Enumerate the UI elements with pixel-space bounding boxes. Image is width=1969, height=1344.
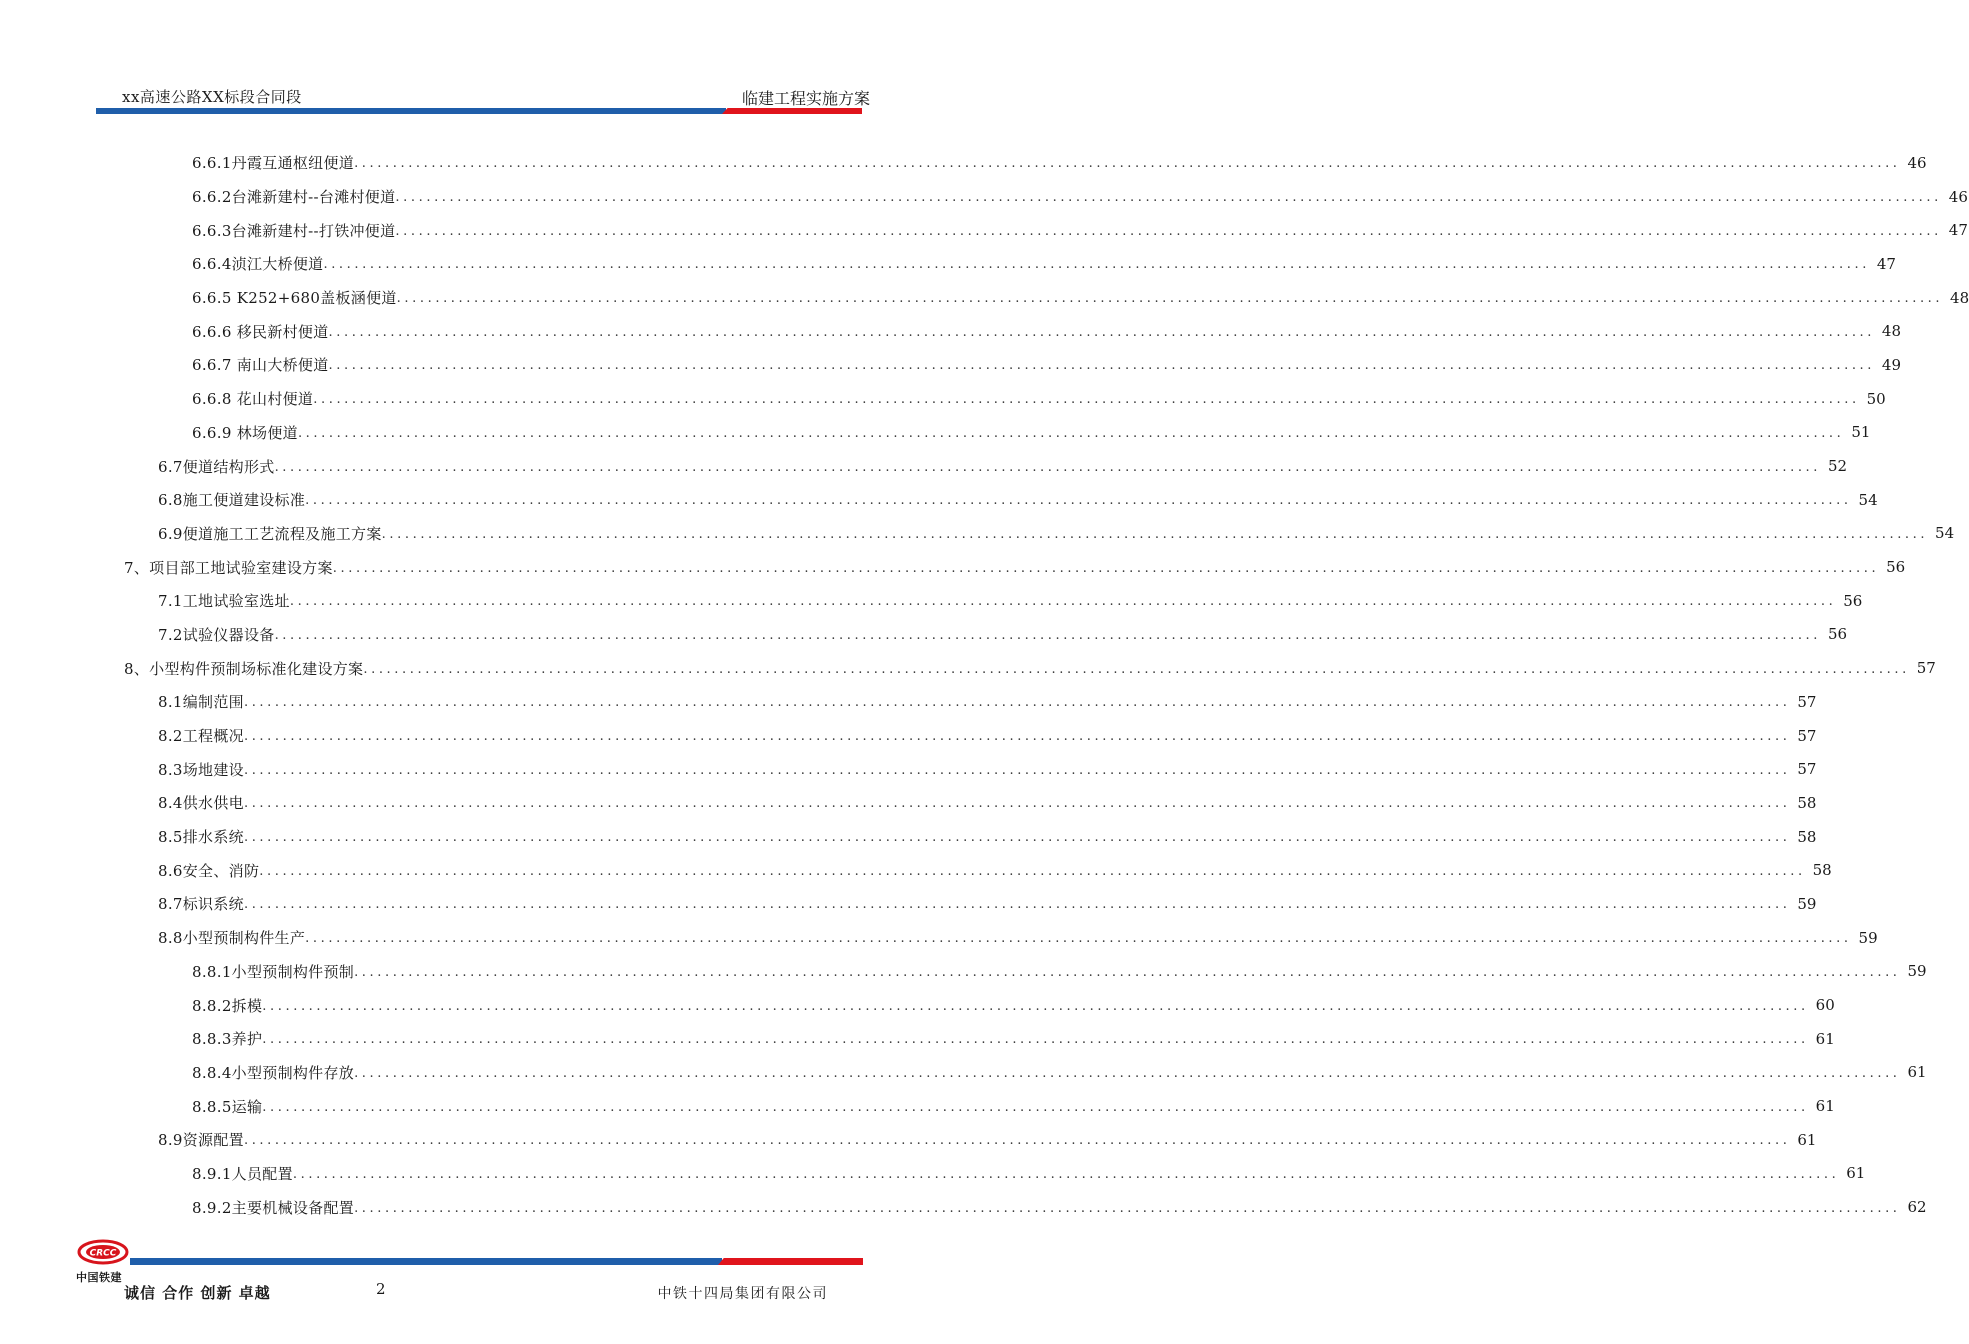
toc-dot-leader: ........................................................................................................................................................................................................: [262, 998, 1809, 1014]
toc-entry[interactable]: [0, 786, 1817, 820]
toc-dot-leader: ........................................................................................................................................................................................................: [274, 459, 1822, 475]
toc-entry-title: 6.7便道结构形式: [158, 457, 275, 476]
toc-dot-leader: ........................................................................................................................................................................................................: [243, 695, 1791, 711]
toc-entry-title: 8.9.2主要机械设备配置: [192, 1198, 355, 1217]
toc-entry-page: 59: [1858, 928, 1878, 947]
toc-dot-leader: ........................................................................................................................................................................................................: [332, 560, 1880, 576]
toc-entry-title: 8.8小型预制构件生产: [158, 929, 306, 948]
toc-entry-title: 7.1工地试验室选址: [158, 592, 290, 611]
table-of-contents: [0, 146, 1969, 1224]
toc-dot-leader: ........................................................................................................................................................................................................: [395, 190, 1942, 206]
toc-dot-leader: ........................................................................................................................................................................................................: [328, 358, 1876, 374]
toc-entry-title: 8.8.5运输: [192, 1097, 263, 1116]
toc-entry-page: 51: [1851, 423, 1871, 442]
toc-entry[interactable]: [0, 853, 1832, 887]
toc-entry-page: 48: [1950, 288, 1969, 307]
toc-entry-page: 61: [1907, 1063, 1927, 1082]
toc-entry-page: 56: [1886, 558, 1906, 577]
toc-entry-page: 50: [1866, 389, 1886, 408]
toc-entry[interactable]: [0, 988, 1835, 1022]
toc-entry[interactable]: [0, 449, 1848, 483]
toc-entry-page: 59: [1907, 962, 1927, 981]
toc-entry-page: 61: [1815, 1029, 1835, 1048]
toc-entry-page: 61: [1846, 1164, 1866, 1183]
toc-entry-page: 57: [1916, 659, 1936, 678]
toc-entry-title: 8.8.1小型预制构件预制: [192, 962, 355, 981]
toc-entry[interactable]: [0, 1089, 1835, 1123]
toc-dot-leader: ........................................................................................................................................................................................................: [363, 661, 1910, 677]
toc-entry-page: 58: [1797, 793, 1817, 812]
toc-entry-title: 6.8施工便道建设标准: [158, 491, 306, 510]
toc-entry-page: 57: [1797, 726, 1817, 745]
toc-entry[interactable]: [0, 348, 1902, 382]
toc-entry[interactable]: [0, 550, 1906, 584]
toc-dot-leader: ........................................................................................................................................................................................................: [396, 291, 1944, 307]
toc-entry-title: 8.8.3养护: [192, 1030, 263, 1049]
toc-entry[interactable]: [0, 1022, 1835, 1056]
toc-dot-leader: ........................................................................................................................................................................................................: [262, 1099, 1809, 1115]
toc-entry[interactable]: [0, 1123, 1817, 1157]
toc-entry-title: 8.8.4小型预制构件存放: [192, 1063, 355, 1082]
toc-entry-page: 46: [1907, 153, 1927, 172]
toc-entry-title: 8.1编制范围: [158, 693, 244, 712]
toc-entry-page: 60: [1815, 996, 1835, 1015]
toc-entry-page: 57: [1797, 692, 1817, 711]
toc-entry-page: 61: [1815, 1097, 1835, 1116]
toc-entry-title: 8、小型构件预制场标准化建设方案: [124, 659, 364, 678]
header-document-title: 临建工程实施方案: [741, 89, 870, 108]
toc-dot-leader: ........................................................................................................................................................................................................: [395, 223, 1942, 239]
toc-entry[interactable]: [0, 314, 1902, 348]
toc-dot-leader: ........................................................................................................................................................................................................: [292, 1166, 1840, 1182]
toc-entry-page: 47: [1876, 254, 1896, 273]
toc-dot-leader: ........................................................................................................................................................................................................: [305, 931, 1852, 947]
toc-entry-title: 6.6.8 花山村便道: [192, 390, 314, 409]
toc-entry-title: 8.4供水供电: [158, 794, 244, 813]
toc-entry-title: 6.6.6 移民新村便道: [192, 322, 329, 341]
toc-entry[interactable]: [0, 887, 1817, 921]
toc-dot-leader: ........................................................................................................................................................................................................: [243, 830, 1791, 846]
footer-rule-red: [718, 1258, 863, 1265]
toc-entry-page: 52: [1827, 457, 1848, 476]
toc-entry-page: 59: [1797, 894, 1817, 913]
toc-entry-title: 6.6.7 南山大桥便道: [192, 356, 329, 375]
toc-entry[interactable]: [0, 483, 1878, 517]
toc-entry[interactable]: [0, 213, 1968, 247]
toc-entry-page: 54: [1858, 490, 1878, 509]
toc-dot-leader: ........................................................................................................................................................................................................: [243, 1133, 1791, 1149]
toc-entry[interactable]: [0, 1056, 1927, 1090]
toc-dot-leader: ........................................................................................................................................................................................................: [243, 729, 1791, 745]
toc-entry[interactable]: [0, 921, 1878, 955]
toc-entry-title: 8.5排水系统: [158, 828, 244, 847]
toc-dot-leader: ........................................................................................................................................................................................................: [354, 156, 1901, 172]
toc-dot-leader: ........................................................................................................................................................................................................: [297, 425, 1845, 441]
toc-dot-leader: ........................................................................................................................................................................................................: [305, 493, 1852, 509]
footer-company: 中铁十四局集团有限公司: [657, 1286, 828, 1302]
footer-logo-text: 中国铁建: [76, 1271, 122, 1284]
footer-motto: 诚信 合作 创新 卓越: [124, 1284, 271, 1302]
logo-mark-text: CRCC: [89, 1248, 117, 1259]
toc-entry[interactable]: [0, 685, 1817, 719]
toc-entry-title: 6.9便道施工工艺流程及施工方案: [158, 524, 382, 543]
toc-entry[interactable]: [0, 146, 1927, 180]
toc-entry[interactable]: [0, 820, 1817, 854]
toc-dot-leader: ........................................................................................................................................................................................................: [354, 964, 1901, 980]
toc-entry-page: 56: [1843, 591, 1863, 610]
toc-entry-page: 48: [1881, 322, 1902, 341]
toc-entry-title: 8.7标识系统: [158, 895, 244, 914]
toc-entry[interactable]: [0, 584, 1863, 618]
page-number: 2: [376, 1280, 386, 1298]
header-project-name: xx高速公路XX标段合同段: [122, 88, 302, 106]
toc-entry[interactable]: [0, 719, 1817, 753]
toc-entry[interactable]: [0, 955, 1927, 989]
toc-entry-page: 57: [1797, 760, 1817, 779]
toc-entry-title: 6.6.1丹霞互通枢纽便道: [192, 154, 355, 173]
toc-entry-title: 8.3场地建设: [158, 760, 244, 779]
toc-entry-title: 8.8.2拆模: [192, 996, 263, 1015]
toc-entry-page: 54: [1935, 524, 1955, 543]
toc-dot-leader: ........................................................................................................................................................................................................: [243, 796, 1791, 812]
toc-entry-title: 8.9.1人员配置: [192, 1164, 293, 1183]
toc-entry-page: 49: [1881, 355, 1902, 374]
toc-entry-title: 6.6.5 K252+680盖板涵便道: [192, 289, 397, 308]
toc-dot-leader: ........................................................................................................................................................................................................: [354, 1065, 1901, 1081]
toc-entry[interactable]: [0, 651, 1936, 685]
toc-entry-title: 7.2试验仪器设备: [158, 625, 275, 644]
toc-dot-leader: ........................................................................................................................................................................................................: [243, 897, 1791, 913]
toc-dot-leader: ........................................................................................................................................................................................................: [243, 762, 1791, 778]
toc-entry[interactable]: [0, 416, 1871, 450]
toc-dot-leader: ........................................................................................................................................................................................................: [259, 863, 1806, 879]
toc-entry-title: 8.6安全、消防: [158, 861, 260, 880]
toc-entry-page: 61: [1797, 1130, 1817, 1149]
toc-entry[interactable]: [0, 382, 1886, 416]
toc-entry[interactable]: [0, 1190, 1927, 1224]
toc-dot-leader: ........................................................................................................................................................................................................: [313, 392, 1860, 408]
toc-entry-page: 46: [1948, 187, 1968, 206]
toc-entry[interactable]: [0, 247, 1896, 281]
toc-entry-title: 8.9资源配置: [158, 1131, 244, 1150]
footer-rule-blue: [130, 1258, 722, 1265]
toc-dot-leader: ........................................................................................................................................................................................................: [262, 1032, 1809, 1048]
toc-dot-leader: ........................................................................................................................................................................................................: [289, 594, 1837, 610]
toc-dot-leader: ........................................................................................................................................................................................................: [323, 257, 1870, 273]
toc-entry[interactable]: [0, 281, 1969, 315]
header-rule-red: [722, 108, 862, 114]
toc-dot-leader: ........................................................................................................................................................................................................: [381, 526, 1929, 542]
toc-entry-page: 58: [1812, 861, 1832, 880]
toc-entry[interactable]: [0, 180, 1968, 214]
toc-entry-title: 6.6.9 林场便道: [192, 423, 298, 442]
toc-entry[interactable]: [0, 618, 1848, 652]
toc-entry-title: 6.6.2台滩新建村--台滩村便道: [192, 188, 396, 207]
toc-entry-page: 56: [1827, 625, 1848, 644]
toc-dot-leader: ........................................................................................................................................................................................................: [274, 627, 1822, 643]
toc-entry-title: 6.6.3台滩新建村--打铁冲便道: [192, 221, 396, 240]
toc-entry-page: 58: [1797, 827, 1817, 846]
toc-entry-title: 6.6.4浈江大桥便道: [192, 255, 324, 274]
toc-entry-title: 7、项目部工地试验室建设方案: [124, 558, 333, 577]
header-rule-blue: [96, 108, 726, 114]
toc-dot-leader: ........................................................................................................................................................................................................: [328, 324, 1876, 340]
toc-entry[interactable]: [0, 1157, 1866, 1191]
toc-entry[interactable]: [0, 752, 1817, 786]
toc-entry-title: 8.2工程概况: [158, 727, 244, 746]
toc-entry[interactable]: [0, 517, 1955, 551]
toc-entry-page: 47: [1948, 221, 1968, 240]
toc-dot-leader: ........................................................................................................................................................................................................: [354, 1200, 1901, 1216]
toc-entry-page: 62: [1907, 1198, 1927, 1217]
